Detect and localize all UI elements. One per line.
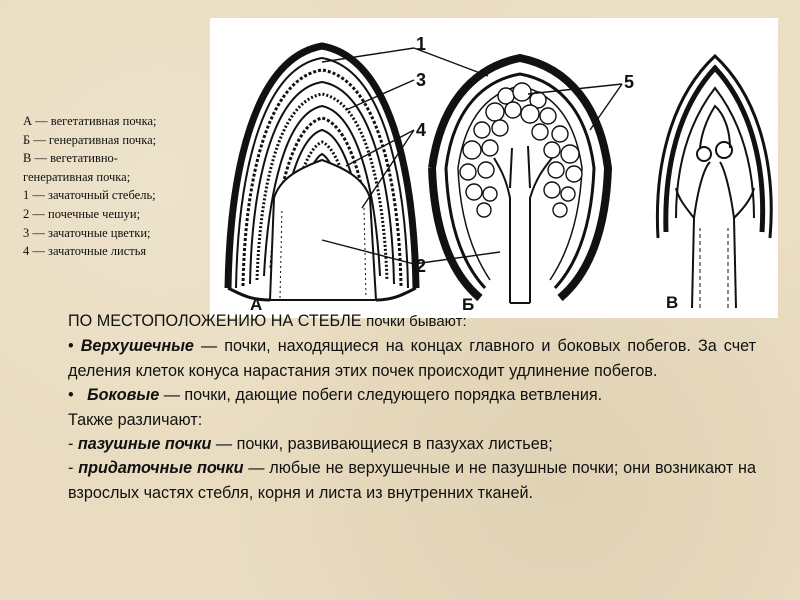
desc-axillary: — почки, развивающиеся в пазухах листьев; xyxy=(215,435,553,454)
figure-legend xyxy=(23,112,213,261)
callout-5: 5 xyxy=(624,72,635,92)
paragraph-also xyxy=(68,408,756,432)
bud-diagram-figure xyxy=(210,18,778,318)
legend-line: Б — генеративная почка; xyxy=(23,132,157,147)
paragraph-adventitious xyxy=(68,456,756,505)
callout-2: 2 xyxy=(416,256,427,276)
desc-apical: — почки, находящиеся на концах главного и боковых побегов. За счет деления клеток конуса нарастания этих почек происходит удлинение побегов. xyxy=(68,337,757,380)
callout-1: 1 xyxy=(416,34,427,54)
bud-b-generative xyxy=(432,58,608,303)
legend-line: генеративная почка; xyxy=(23,169,131,184)
heading-rest: почки бывают: xyxy=(366,313,467,330)
dash: - xyxy=(68,459,74,478)
term-axillary: пазушные почки xyxy=(77,435,212,454)
term-adventitious: придаточные почки xyxy=(78,459,244,478)
heading-main: ПО МЕСТОПОЛОЖЕНИЮ НА СТЕБЛЕ xyxy=(68,312,362,330)
legend-line: 4 — зачаточные листья xyxy=(23,244,147,259)
legend-line: 1 — зачаточный стебель; xyxy=(23,188,156,203)
bud-a-vegetative xyxy=(228,46,416,300)
bullet: • xyxy=(68,337,74,356)
panel-label-c: В xyxy=(666,293,679,312)
panel-label-a: А xyxy=(250,295,263,314)
bullet: • xyxy=(68,386,74,405)
legend-line: 3 — зачаточные цветки; xyxy=(23,225,151,240)
bud-diagram xyxy=(210,18,778,318)
panel-label-b: Б xyxy=(462,295,475,314)
desc-adventitious: — любые не верхушечные и не пазушные почки; они возникают на взрослых частях стебля, корня и листа из внутренних тканей. xyxy=(68,459,756,502)
section-heading xyxy=(68,309,756,334)
also-text: Также различают: xyxy=(68,410,203,429)
body-text xyxy=(68,309,756,505)
callout-4: 4 xyxy=(416,120,427,140)
legend-line: 2 — почечные чешуи; xyxy=(23,206,141,221)
paragraph-lateral xyxy=(68,383,756,407)
paragraph-axillary xyxy=(68,432,756,456)
callout-3: 3 xyxy=(416,70,427,90)
legend-line: В — вегетативно- xyxy=(23,151,118,166)
bud-c-mixed xyxy=(657,56,771,308)
term-lateral: Боковые xyxy=(87,386,160,405)
legend-line: А — вегетативная почка; xyxy=(23,114,157,128)
desc-lateral: — почки, дающие побеги следующего порядка ветвления. xyxy=(163,386,603,405)
term-apical: Верхушечные xyxy=(80,337,194,356)
dash: - xyxy=(68,435,74,454)
paragraph-apical xyxy=(68,334,756,383)
